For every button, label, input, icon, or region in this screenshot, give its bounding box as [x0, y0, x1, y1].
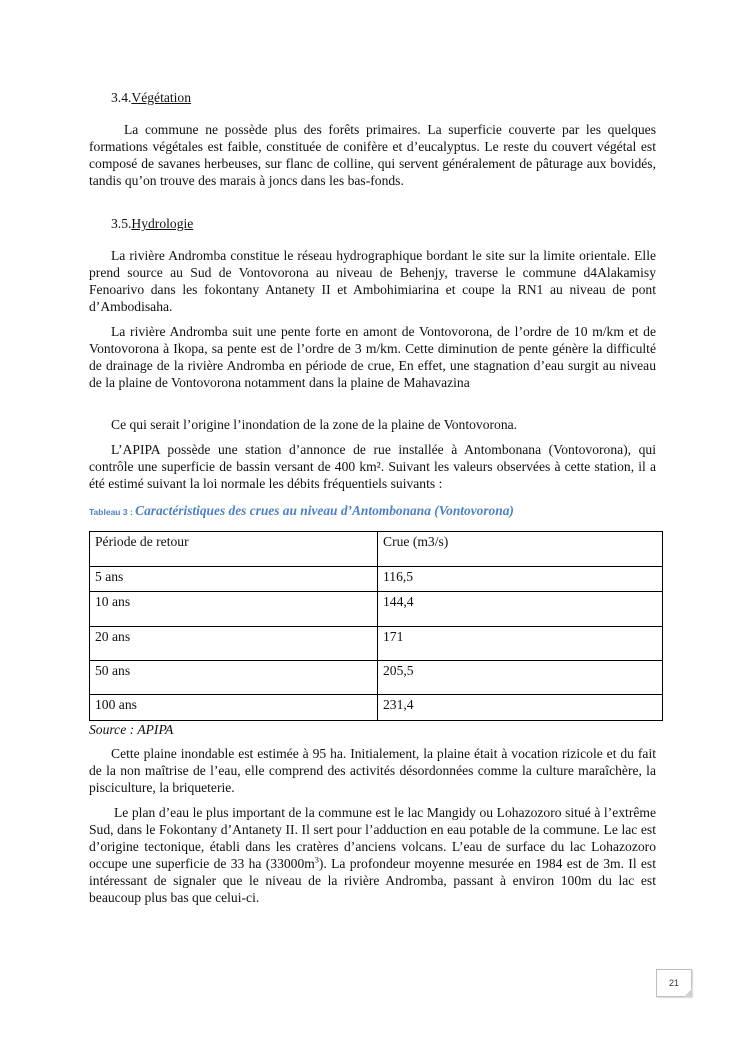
table-row: [90, 567, 663, 592]
plain-paragraph: Cette plaine inondable est estimée à 95 ha. Initialement, la plaine était à vocation rizicole et du fait de la non maîtrise de l’eau, elle comprend des activités désordonnées comme la culture maraîchère, la pisciculture, la briqueterie.: [89, 746, 656, 795]
cell-period: 10 ans: [90, 592, 378, 627]
page-curl-icon: [684, 989, 692, 997]
header-flow: Crue (m3/s): [378, 532, 663, 567]
cell-period: 20 ans: [90, 627, 378, 661]
section-title-vegetation: Végétation: [131, 90, 192, 105]
lake-paragraph: [89, 804, 656, 906]
header-period: Période de retour: [90, 532, 378, 567]
table-header-row: [90, 532, 663, 567]
flood-table: [89, 531, 663, 721]
hydrology-paragraph-4: L’APIPA possède une station d’annonce de rue installée à Antombonana (Vontovorona), qui contrôle une superficie de bassin versant de 400 km². Suivant les valeurs observées à cette station, il a été estimé suivant la loi normale les débits fréquentiels suivants :: [89, 442, 656, 491]
hydrology-paragraph-3: Ce qui serait l’origine l’inondation de la zone de la plaine de Vontovorona.: [111, 417, 518, 432]
cell-period: 50 ans: [90, 661, 378, 695]
lake-text-start: Le plan d’eau le plus important de la commune est le lac Mangidy ou Lohazozoro situé à l’extrême Sud, dans le Fokontany d’Antanety II. Il sert pour l’adduction en eau potable de la commune. Le lac est d’origine tectonique, établi dans les cratères d’anciens volcans. L’eau de surface du lac Lohazozoro occupe une superficie de 33 ha (33000m: [89, 805, 656, 871]
cell-flow: 171: [378, 627, 663, 661]
table-row: [90, 695, 663, 721]
section-3-4-heading: [111, 89, 191, 106]
table-source: Source : APIPA: [89, 722, 174, 737]
cell-period: 100 ans: [90, 695, 378, 721]
cell-flow: 231,4: [378, 695, 663, 721]
table-row: [90, 627, 663, 661]
page-number-box: [656, 969, 692, 997]
cell-period: 5 ans: [90, 567, 378, 592]
table-row: [90, 592, 663, 627]
section-number: 3.4.: [111, 90, 132, 105]
page-number: 21: [668, 978, 679, 988]
vegetation-paragraph: La commune ne possède plus des forêts primaires. La superficie couverte par les quelques formations végétales est faible, constituée de conifère et d’eucalyptus. Le reste du couvert végétal est composé de savanes herbeuses, sur flanc de colline, qui servent généralement de pâturage aux bovidés, tandis qu’on trouve des marais à joncs dans les bas-fonds.: [89, 122, 656, 188]
hydrology-paragraph-1: La rivière Andromba constitue le réseau hydrographique bordant le site sur la limite orientale. Elle prend source au Sud de Vontovorona au niveau de Behenjy, traverse le commune d4Alakamisy Fenoarivo dans les fokontany Antanety II et Ambohimiarina et coupe la RN1 au niveau de pont d’Ambodisaha.: [89, 248, 656, 314]
table-row: [90, 661, 663, 695]
cell-flow: 144,4: [378, 592, 663, 627]
table-title: Caractéristiques des crues au niveau d’Antombonana (Vontovorona): [135, 503, 514, 518]
table-caption: [89, 502, 689, 520]
superscript-3: 3: [314, 855, 319, 865]
section-3-5-heading: [111, 215, 193, 232]
section-number: 3.5.: [111, 216, 132, 231]
lake-text-end: ). La profondeur moyenne mesurée en 1984 est de 3m. Il est intéressant de signaler que le niveau de la rivière Andromba, passant à environ 100m du lac est beaucoup plus bas que celui-ci.: [89, 856, 657, 905]
table-label: Tableau 3 :: [89, 507, 136, 517]
section-title-hydrologie: Hydrologie: [131, 216, 194, 231]
hydrology-paragraph-2: La rivière Andromba suit une pente forte en amont de Vontovorona, de l’ordre de 10 m/km et de Vontovorona à Ikopa, sa pente est de l’ordre de 3 m/km. Cette diminution de pente génère la difficulté de drainage de la rivière Andromba en période de crue, En effet, une stagnation d’eau surgit au niveau de la plaine de Vontovorona notamment dans la plaine de Mahavazina: [89, 324, 656, 390]
cell-flow: 116,5: [378, 567, 663, 592]
cell-flow: 205,5: [378, 661, 663, 695]
